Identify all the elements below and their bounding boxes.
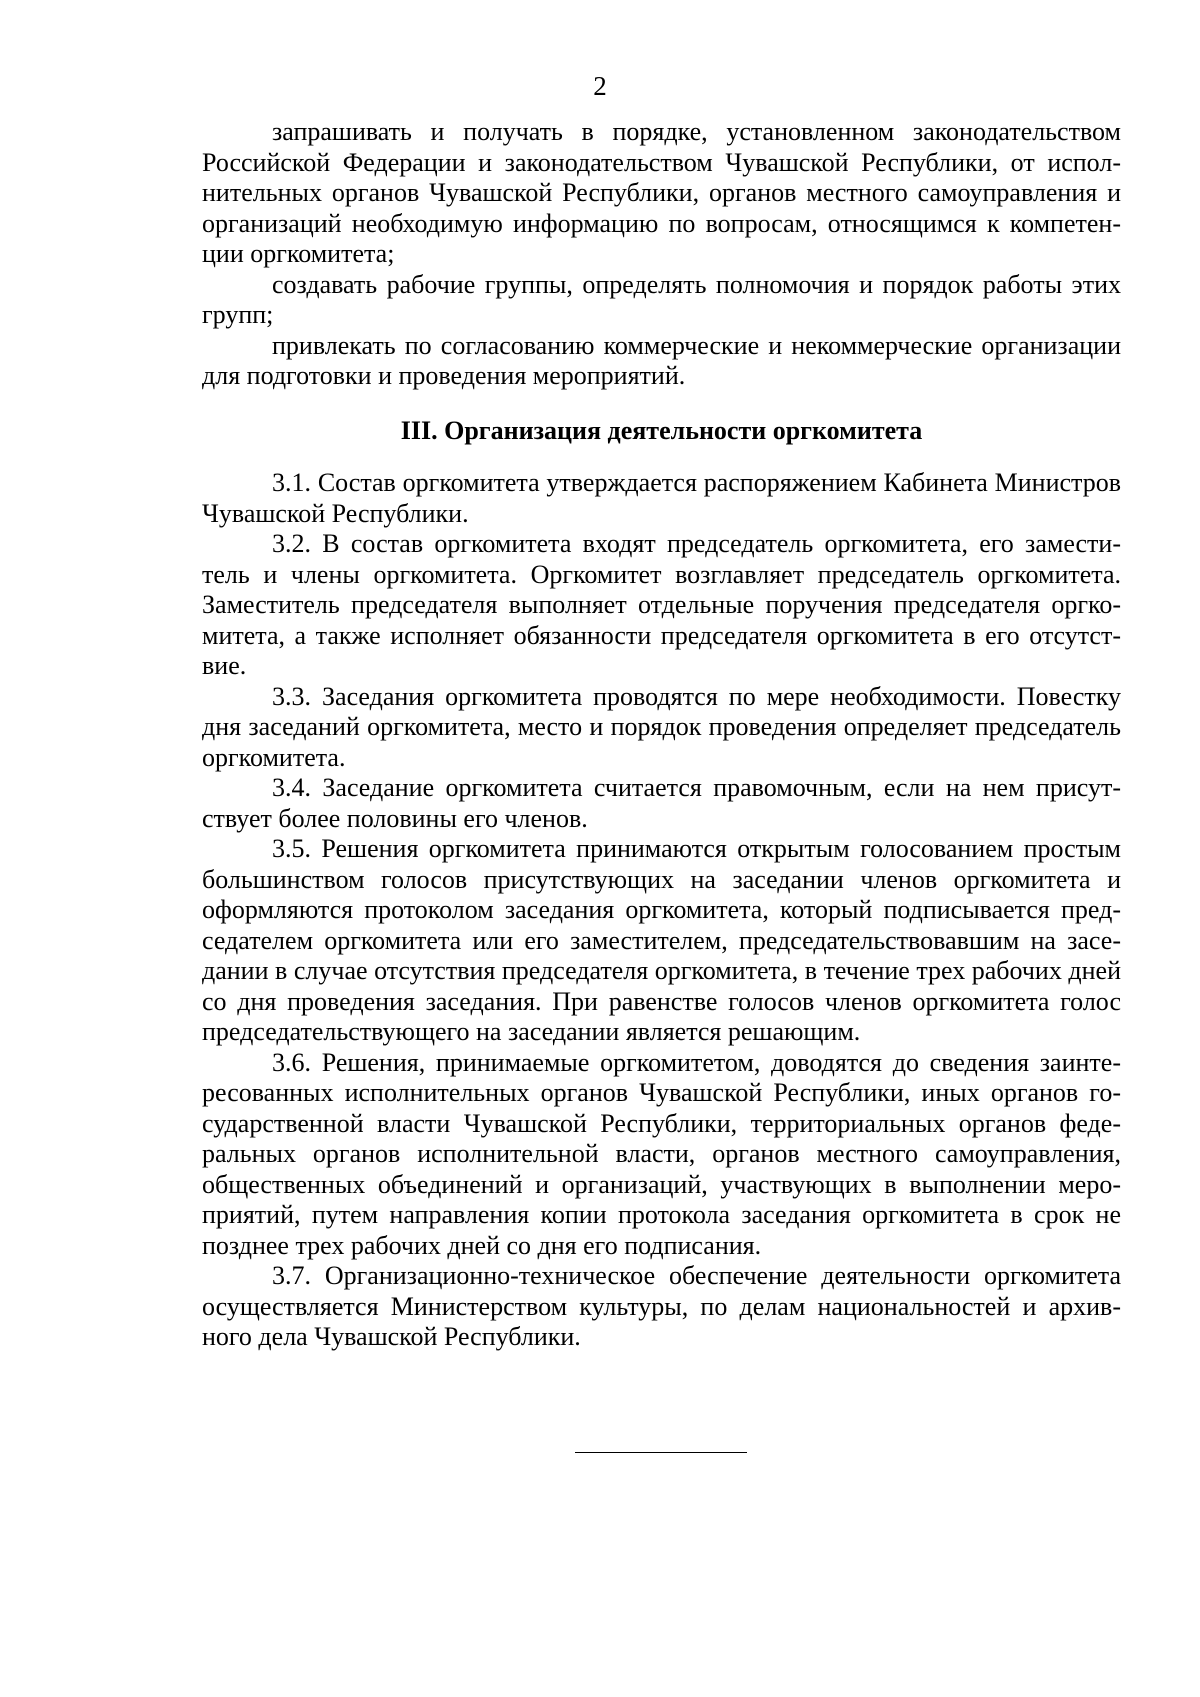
- paragraph-create-working-groups: создавать рабочие группы, определять полномочия и порядок работы этих групп;: [202, 269, 1121, 329]
- closing-divider: [575, 1452, 747, 1453]
- clause-3-1: 3.1. Состав оргкомитета утверждается распоряжением Кабинета Министров Чувашской Республики.: [202, 468, 1121, 528]
- clause-3-7: 3.7. Организационно-техническое обеспечение деятельности оргкомитета осуществляется Министерством культуры, по делам национальностей и архивного дела Чувашской Республики.: [202, 1261, 1121, 1351]
- clause-3-2: 3.2. В состав оргкомитета входят председатель оргкомитета, его заместитель и члены оргкомитета. Оргкомитет возглавляет председатель оргкомитета. Заместитель председателя выполняет отдельные поручения председателя оргкомитета, а также исполняет обязанности председателя оргкомитета в его отсутствие.: [202, 529, 1121, 680]
- clause-3-4: 3.4. Заседание оргкомитета считается правомочным, если на нем присутствует более половины его членов.: [202, 773, 1121, 833]
- paragraph-request-information: запрашивать и получать в порядке, установленном законодательством Российской Федерации и законодательством Чувашской Республики, от исполнительных органов Чувашской Республики, органов местного самоуправления и организаций необходимую информацию по вопросам, относящимся к компетенции оргкомитета;: [202, 117, 1121, 268]
- clause-3-5: 3.5. Решения оргкомитета принимаются открытым голосованием простым большинством голосов присутствующих на заседании членов оргкомитета и оформляются протоколом заседания оргкомитета, который подписывается председателем оргкомитета или его заместителем, председательствовавшим на заседании в случае отсутствия председателя оргкомитета, в течение трех рабочих дней со дня проведения заседания. При равенстве голосов членов оргкомитета голос председательствующего на заседании является решающим.: [202, 834, 1121, 1046]
- paragraph-engage-organizations: привлекать по согласованию коммерческие и некоммерческие организации для подготовки и проведения мероприятий.: [202, 330, 1121, 390]
- page-number: 2: [593, 71, 607, 101]
- document-body: [202, 117, 1121, 1353]
- clause-3-6: 3.6. Решения, принимаемые оргкомитетом, доводятся до сведения заинтересованных исполнительных органов Чувашской Республики, иных органов государственной власти Чувашской Республики, территориальных органов федеральных органов исполнительной власти, органов местного самоуправления, общественных объединений и организаций, участвующих в выполнении мероприятий, путем направления копии протокола заседания оргкомитета в срок не позднее трех рабочих дней со дня его подписания.: [202, 1047, 1121, 1260]
- section-heading: III. Организация деятельности оргкомитета: [400, 415, 923, 445]
- clause-3-3: 3.3. Заседания оргкомитета проводятся по мере необходимости. Повестку дня заседаний оргкомитета, место и порядок проведения определяет председатель оргкомитета.: [202, 681, 1121, 772]
